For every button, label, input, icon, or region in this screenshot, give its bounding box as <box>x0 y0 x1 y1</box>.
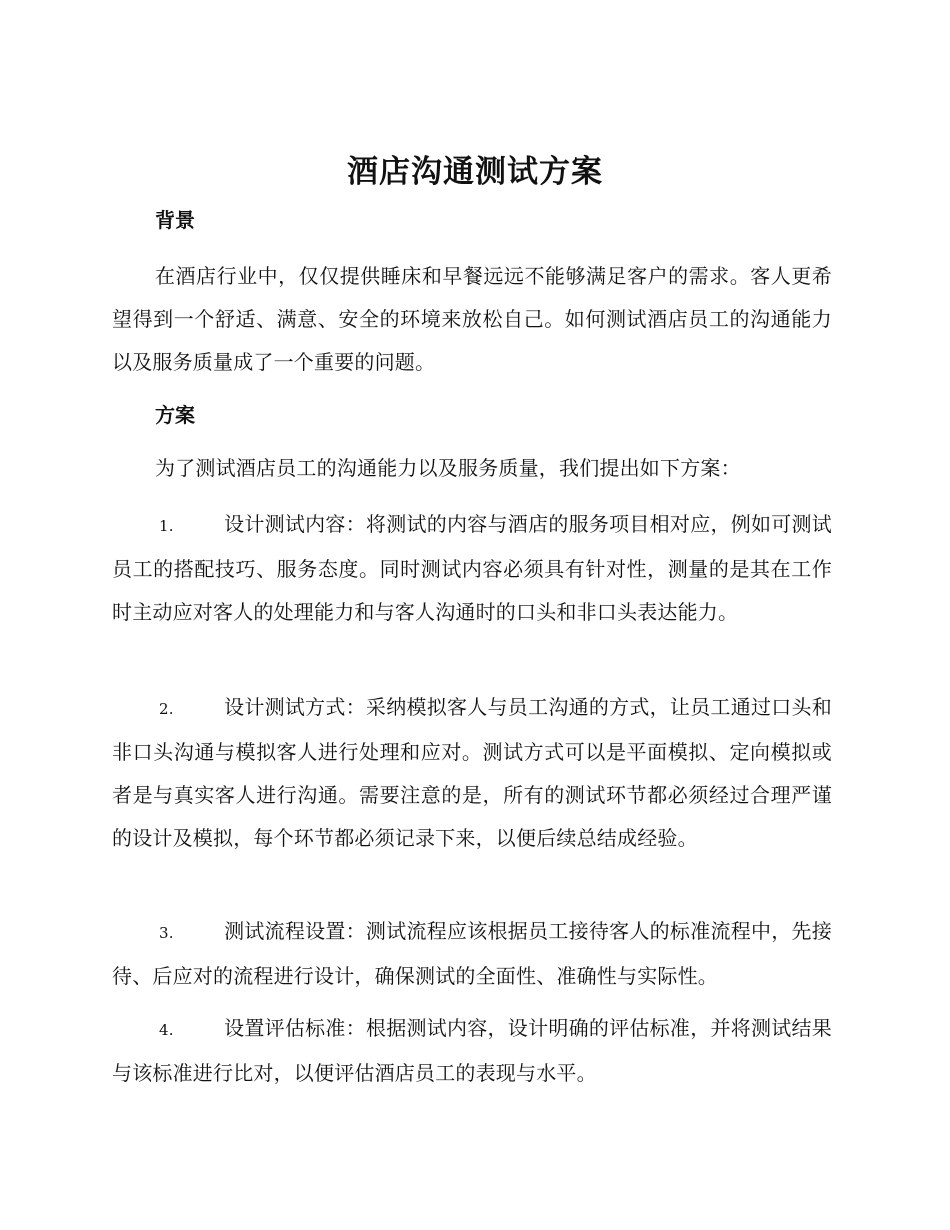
section-heading-background: 背景 <box>155 208 195 232</box>
list-item-text: 设计测试方式：采纳模拟客人与员工沟通的方式，让员工通过口头和非口头沟通与模拟客人进行处理和应对。测试方式可以是平面模拟、定向模拟或者是与真实客人进行沟通。需要注意的是，所有的测试环节都必须经过合理严谨的设计及模拟，每个环节都必须记录下来，以便后续总结成经验。 <box>112 695 832 850</box>
list-item-number: 2. <box>159 700 174 718</box>
section-heading-plan: 方案 <box>155 403 195 427</box>
plan-list-item-3 <box>112 910 832 998</box>
plan-intro-paragraph: 为了测试酒店员工的沟通能力以及服务质量，我们提出如下方案： <box>155 456 741 480</box>
background-paragraph: 在酒店行业中，仅仅提供睡床和早餐远远不能够满足客户的需求。客人更希望得到一个舒适、满意、安全的环境来放松自己。如何测试酒店员工的沟通能力以及服务质量成了一个重要的问题。 <box>112 264 832 374</box>
list-item-number: 1. <box>159 517 174 535</box>
list-item-text: 设置评估标准：根据测试内容，设计明确的评估标准，并将测试结果与该标准进行比对，以便评估酒店员工的表现与水平。 <box>112 1016 832 1085</box>
list-item-text: 设计测试内容：将测试的内容与酒店的服务项目相对应，例如可测试员工的搭配技巧、服务态度。同时测试内容必须具有针对性，测量的是其在工作时主动应对客人的处理能力和与客人沟通时的口头和非口头表达能力。 <box>112 512 832 624</box>
plan-list-item-1 <box>112 503 832 634</box>
list-item-number: 3. <box>159 924 174 942</box>
document-title: 酒店沟通测试方案 <box>347 154 603 190</box>
plan-list-item-4 <box>112 1007 832 1095</box>
plan-list-item-2 <box>112 686 832 860</box>
list-item-number: 4. <box>159 1021 174 1039</box>
list-item-text: 测试流程设置：测试流程应该根据员工接待客人的标准流程中，先接待、后应对的流程进行设计，确保测试的全面性、准确性与实际性。 <box>112 919 832 988</box>
